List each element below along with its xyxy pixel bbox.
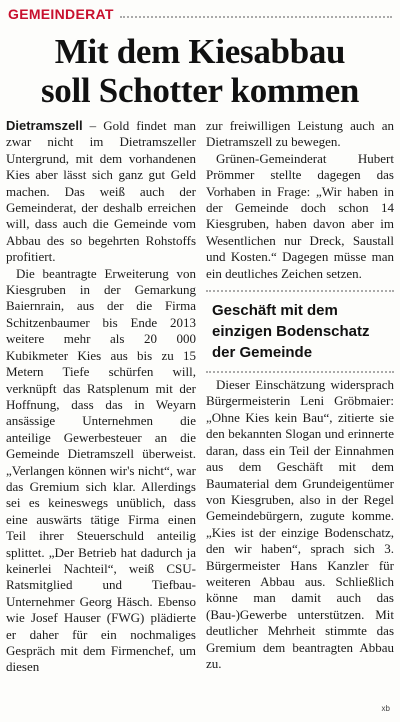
article-column-left [6, 118, 196, 676]
article-paragraph-4: Dieser Einschätzung widersprach Bürgermeisterin Leni Gröbmaier: „Ohne Kies kein Bau“, zitierte sie den bekannten Slogan und erinnerte daran, dass ein Teil der Einnahmen aus dem Geschäft mit dem Baumaterial dem Grundeigentümer von Kiesgruben, also in der Regel Gemeindebürgern, zugute komme. „Kies ist der einzige Bodenschatz, den wir haben“, sprach sich 3. Bürgermeister Hans Kanzler für weiteren Abbau aus. Schließlich könne man damit auch das (Bau-)Gewerbe unterstützen. Mit deutlicher Mehrheit stimmte das Gremium dem beantragten Abbau zu. [206, 377, 394, 671]
dateline: Dietramszell [6, 118, 83, 133]
article-intro [6, 118, 196, 266]
headline-line-1: Mit dem Kiesabbau [54, 32, 346, 71]
intro-text: – Gold findet man zwar nicht im Dietramszeller Untergrund, mit dem vorhandenen Kies aber lässt sich ganz gut Geld machen. Das weiß auch der Gemeinderat, der deshalb erreichen will, dass auch die Gemeinde vom Abbau des so begehrten Rohstoffs profitiert. [6, 118, 196, 265]
section-rule [120, 16, 392, 18]
subhead-rule-bottom [206, 371, 394, 373]
article-paragraph-2: Die beantragte Erweiterung von Kiesgruben in der Gemarkung Baiernrain, aus der die Firma Schitzenbaumer bis Ende 2013 weitere mehr als 20 000 Kubikmeter Kies aus bis zu 15 Metern Tiefe schürfen will, verknüpft das Ratsplenum mit der Hoffnung, dass das in Weyarn ansässige Unternehmen die anteilige Gewerbesteuer an die Gemeinde Dietramszell überweist. „Verlangen können wir's nicht“, war das Gremium sich klar. Allerdings sei es keineswegs unüblich, dass eine auswärts tätige Firma einen Teil ihrer Steuerschuld anteilig splittet. „Der Betrieb hat dadurch ja keinerlei Nachteil“, weiß CSU-Ratsmitglied und Tiefbau-Unternehmer Georg Häsch. Ebenso wie Josef Hauser (FWG) plädierte er daher für ein nochmaliges Gespräch mit dem Firmenchef, um diesen [6, 265, 196, 675]
subhead-rule [206, 290, 394, 292]
headline [4, 32, 396, 110]
section-header [8, 4, 392, 24]
section-label: GEMEINDERAT [8, 6, 114, 22]
article-column-right [206, 118, 394, 672]
author-initials: xb [381, 704, 390, 713]
article-subhead: Geschäft mit dem einzigen Bodenschatz der Gemeinde [212, 302, 370, 362]
article-paragraph-2-continued: zur freiwilligen Leistung auch an Dietramszell zu bewegen. [206, 118, 394, 150]
headline-line-2: soll Schotter kommen [40, 71, 360, 110]
article-paragraph-3: Grünen-Gemeinderat Hubert Prömmer stellte dagegen das Vorhaben in Frage: „Wir haben in der Gemeinde doch schon 14 Kiesgruben, haben davon aber im Wesentlichen nur Dreck, Saustall und Kosten.“ Dagegen müsse man ein deutliches Zeichen setzen. [206, 150, 394, 281]
